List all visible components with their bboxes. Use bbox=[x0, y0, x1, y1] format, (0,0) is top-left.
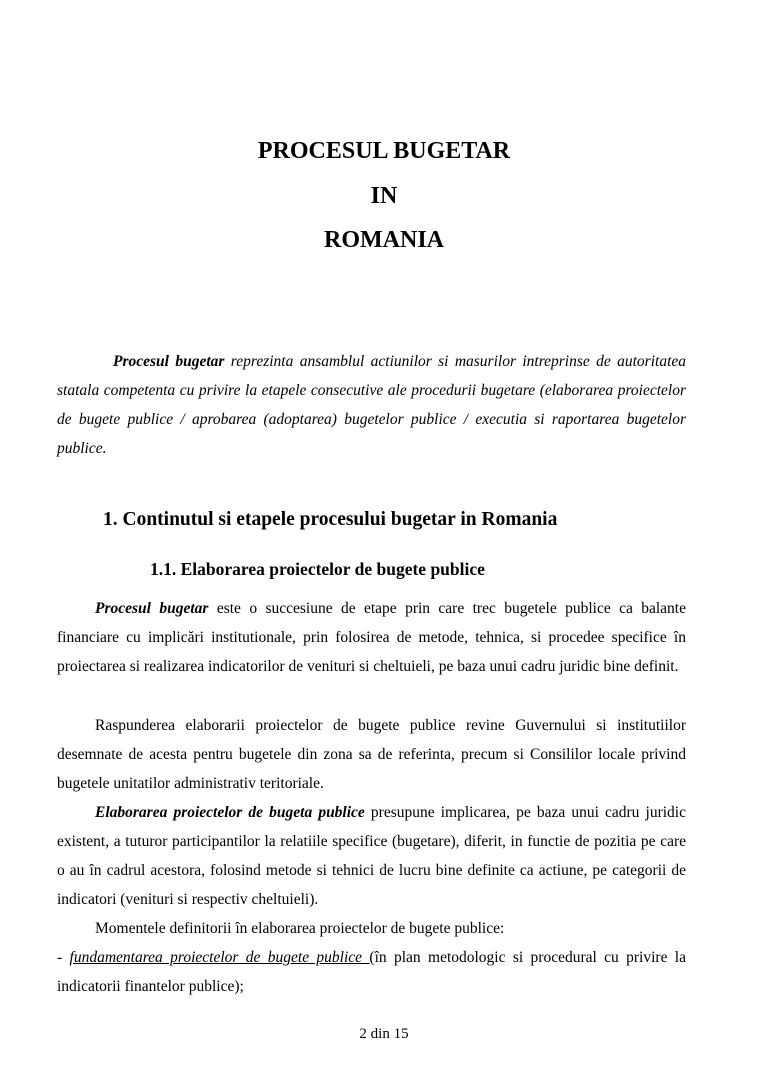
title-line-2: IN bbox=[370, 183, 398, 209]
paragraph-1-lead: Procesul bugetar bbox=[95, 600, 209, 617]
abstract-text: reprezinta ansamblul actiunilor si masurilor intreprinse de autoritatea statala competenta cu privire la etapele consecutive ale procedurii bugetare (elaborarea proiectelor de bugete publice / aprobarea (adoptarea) bugetelor publice / executia si raportarea bugetelor publice. bbox=[57, 353, 687, 457]
paragraph-2 bbox=[57, 711, 686, 798]
paragraph-5-underlined-term: fundamentarea proiectelor de bugete publice bbox=[69, 949, 370, 966]
paragraph-1-text: este o succesiune de etape prin care trec bugetele publice ca balante financiare cu implicări institutionale, prin folosirea de metode, tehnica, si procedee specifice în proiectarea si realizarea indicatorilor de venituri si cheltuieli, pe baza unui cadru juridic bine definit. bbox=[57, 600, 686, 675]
paragraph-4 bbox=[57, 914, 686, 943]
paragraph-2-text: Raspunderea elaborarii proiectelor de bugete publice revine Guvernului si institutiilor desemnate de acesta pentru bugetele din zona sa de referinta, precum si Consililor locale privind bugetele unitatilor administrativ teritoriale. bbox=[57, 717, 686, 792]
page-number: 2 din 15 bbox=[359, 1026, 409, 1042]
paragraph-1 bbox=[57, 594, 686, 681]
title-line-1: PROCESUL BUGETAR bbox=[257, 138, 511, 164]
paragraph-3-lead: Elaborarea proiectelor de bugeta publice bbox=[95, 804, 365, 821]
paragraph-5 bbox=[57, 943, 686, 1001]
paragraph-4-text: Momentele definitorii în elaborarea proiectelor de bugete publice: bbox=[95, 920, 505, 937]
abstract-paragraph bbox=[57, 347, 686, 463]
paragraph-5-dash: - bbox=[57, 949, 70, 966]
paragraph-3 bbox=[57, 798, 686, 914]
paragraph-3-text: presupune implicarea, pe baza unui cadru juridic existent, a tuturor participantilor la relatiile specifice (bugetare), diferit, in functie de pozitia pe care o au în cadrul acestora, folosind metode si tehnici de lucru bine definite ca actiune, pe categorii de indicatori (venituri si respectiv cheltuieli). bbox=[57, 804, 686, 908]
title-line-3: ROMANIA bbox=[324, 227, 444, 253]
abstract-lead: Procesul bugetar bbox=[113, 353, 225, 370]
section-1-1-heading: 1.1. Elaborarea proiectelor de bugete publice bbox=[150, 559, 485, 579]
paragraph-5-text: (în plan metodologic si procedural cu privire la indicatorii finantelor publice); bbox=[57, 949, 686, 995]
section-1-heading: 1. Continutul si etapele procesului bugetar in Romania bbox=[103, 509, 558, 530]
